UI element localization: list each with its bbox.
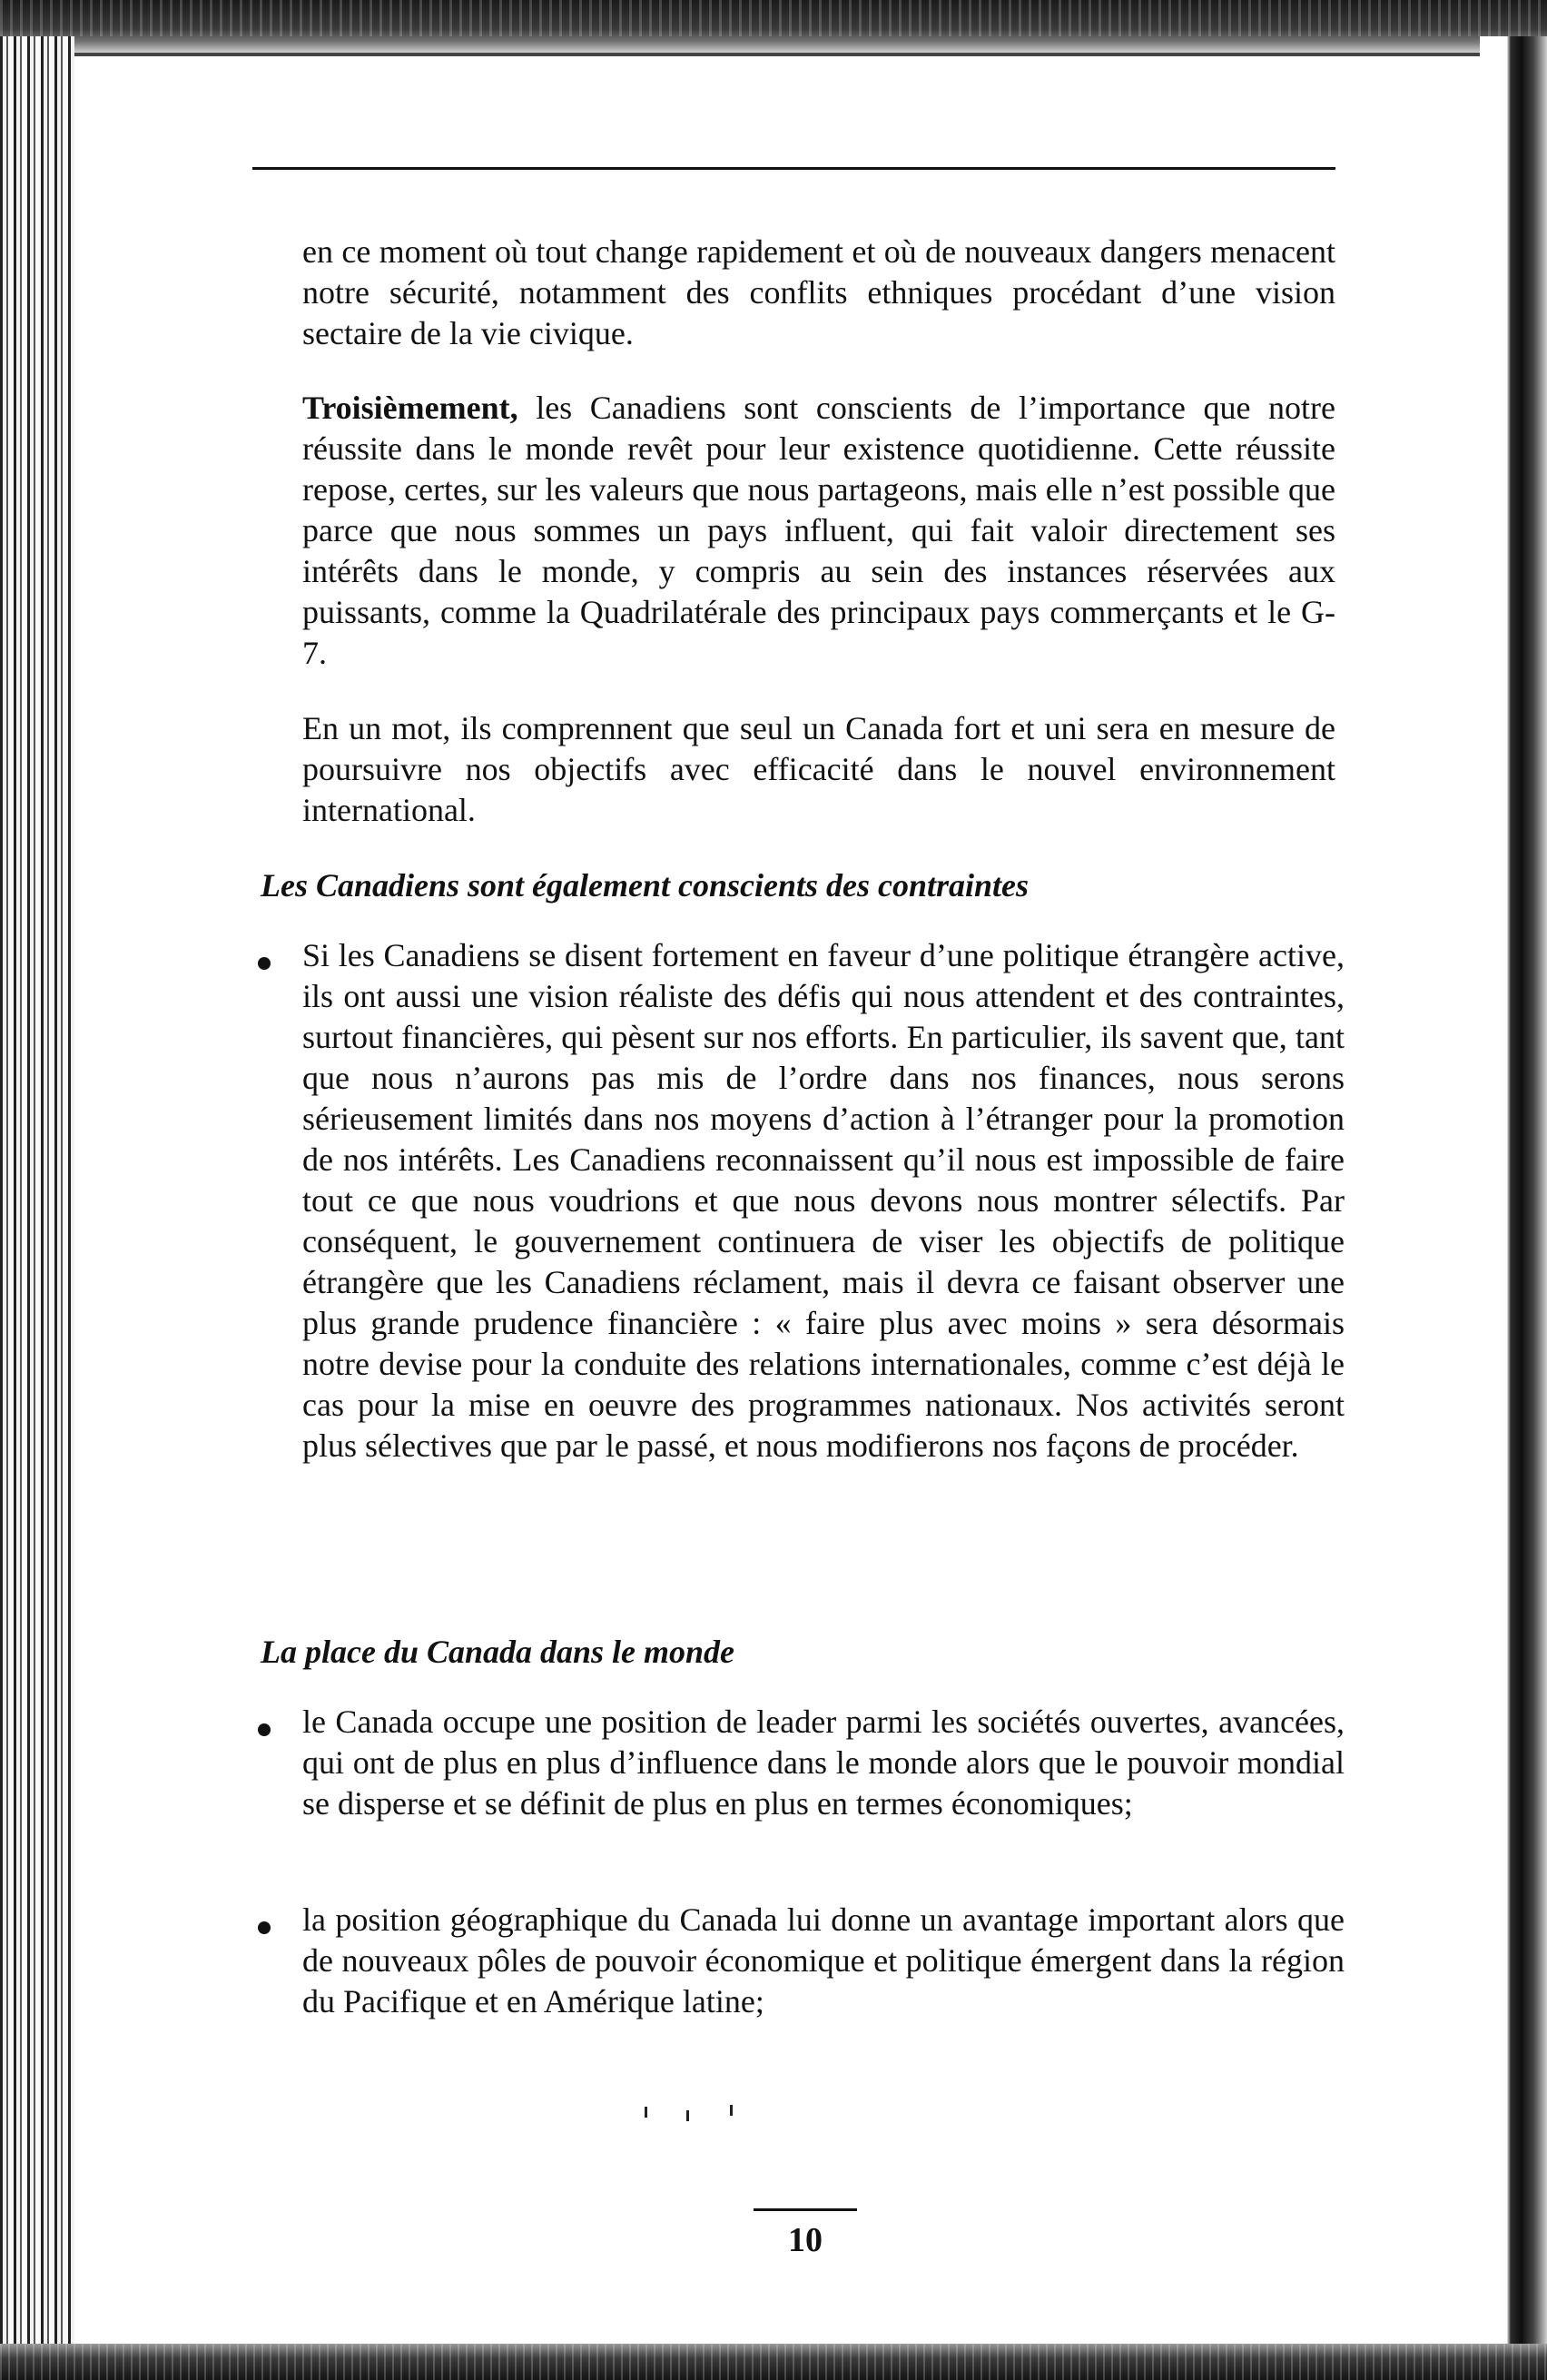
page-top-border (74, 53, 1480, 56)
bullet-icon (258, 957, 271, 970)
footer-rule (754, 2208, 857, 2211)
bullet-item-constraints: Si les Canadiens se disent fortement en faveur d’une politique étrangère active, ils ont aussi une vision réaliste des défis qui nous attendent et des contraintes, surtout financières, qui pèsent sur nos efforts. En particulier, ils savent que, tant que nous n’aurons pas mis de l’ordre dans nos finances, nous serons sérieusement limités dans nos moyens d’action à l’étranger pour la promotion de nos intérêts. Les Canadiens reconnaissent qu’il nous est impossible de faire tout ce que nous voudrions et que nous devons nous montrer sélectifs. Par conséquent, le gouvernement continuera de viser les objectifs de politique étrangère que les Canadiens réclament, mais il devra ce faisant observer une plus grande prudence financière : « faire plus avec moins » sera désormais notre devise pour la conduite des relations internationales, comme c’est déjà le cas pour la mise en oeuvre des programmes nationaux. Nos activités seront plus sélectives que par le passé, et nous modifierons nos façons de procéder. (302, 937, 1345, 1464)
bullet-icon (258, 1921, 271, 1934)
section-heading-constraints: Les Canadiens sont également conscients des contraintes (261, 867, 1030, 904)
paragraph-2-lead: Troisièmement, (302, 390, 518, 426)
print-specks (641, 2105, 741, 2123)
scan-left-page-edges (0, 36, 74, 2361)
scan-right-page-edge (1480, 36, 1547, 2361)
paragraph-2 (302, 388, 1335, 674)
header-rule (252, 167, 1335, 170)
scan-bottom-edge (0, 2344, 1547, 2380)
paragraph-1: en ce moment où tout change rapidement et où de nouveaux dangers menacent notre sécurité, notamment des conflits ethniques procédant d’une vision sectaire de la vie civique. (302, 233, 1335, 351)
section-heading-canada-place: La place du Canada dans le monde (261, 1634, 735, 1670)
bullet-icon (258, 1723, 271, 1736)
paragraph-2-body: les Canadiens sont conscients de l’importance que notre réussite dans le monde revêt pour leur existence quotidienne. Cette réussite repose, certes, sur les valeurs que nous partageons, mais elle n’est possible que parce que nous sommes un pays influent, qui fait valoir directement ses intérêts dans le monde, y compris au sein des instances réservées aux puissants, comme la Quadrilatérale des principaux pays commerçants et le G-7. (302, 390, 1335, 671)
paragraph-3: En un mot, ils comprennent que seul un Canada fort et uni sera en mesure de poursuivre nos objectifs avec efficacité dans le nouvel environnement international. (302, 710, 1335, 828)
bullet-item-geography: la position géographique du Canada lui donne un avantage important alors que de nouveaux pôles de pouvoir économique et politique émergent dans la région du Pacifique et en Amérique latine; (302, 1901, 1345, 2020)
scan-top-edge (0, 0, 1547, 53)
bullet-item-leader: le Canada occupe une position de leader parmi les sociétés ouvertes, avancées, qui ont de plus en plus d’influence dans le monde alors que le pouvoir mondial se disperse et se définit de plus en plus en termes économiques; (302, 1704, 1345, 1822)
page-number: 10 (788, 2221, 823, 2259)
